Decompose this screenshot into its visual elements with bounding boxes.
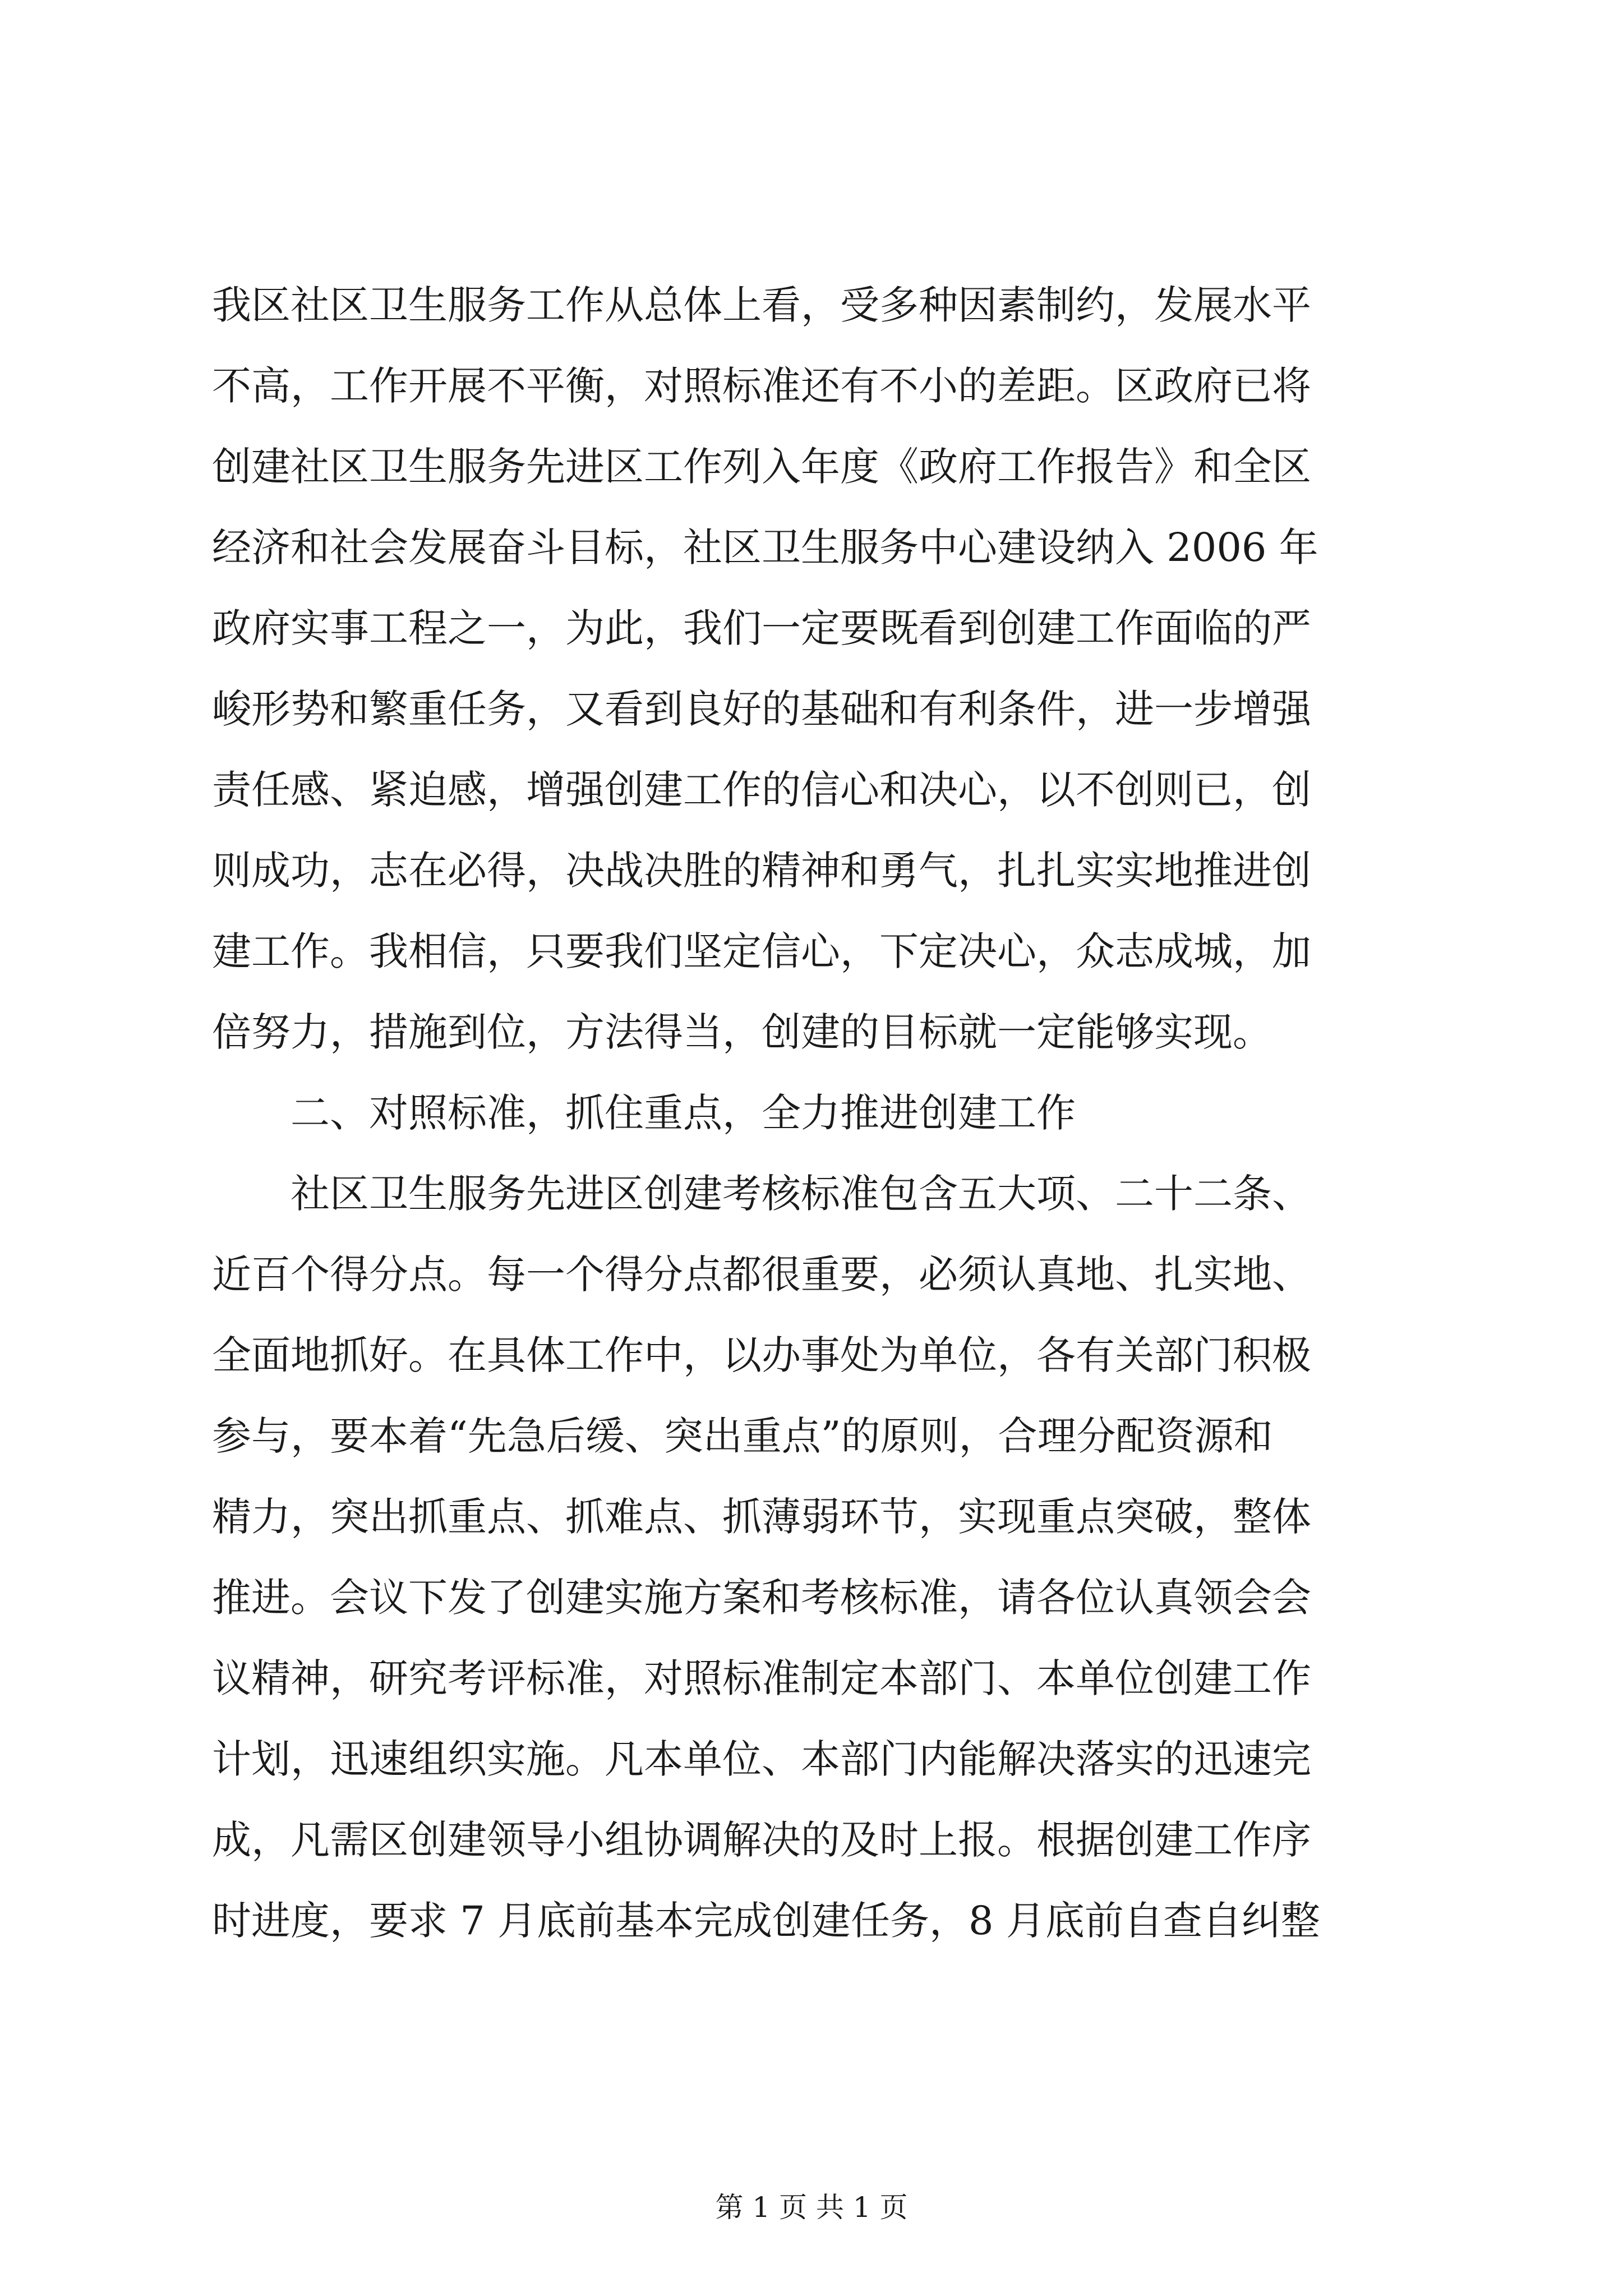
body-text [212,265,1423,1961]
text-line: 精力，突出抓重点、抓难点、抓薄弱环节，实现重点突破，整体 [212,1494,1311,1540]
text-line: 不高，工作开展不平衡，对照标准还有不小的差距。区政府已将 [212,363,1311,409]
text-line: 创建社区卫生服务先进区工作列入年度《政府工作报告》和全区 [212,444,1311,490]
text-line: 议精神，研究考评标准，对照标准制定本部门、本单位创建工作 [212,1655,1311,1701]
section-heading: 二、对照标准，抓住重点，全力推进创建工作 [291,1090,1076,1136]
text-line: 时进度，要求 7 月底前基本完成创建任务，8 月底前自查自纠整 [212,1898,1320,1944]
text-line: 社区卫生服务先进区创建考核标准包含五大项、二十二条、 [291,1171,1311,1217]
text-line: 全面地抓好。在具体工作中，以办事处为单位，各有关部门积极 [212,1332,1311,1378]
text-line: 倍努力，措施到位，方法得当，创建的目标就一定能够实现。 [212,1009,1272,1055]
text-line: 推进。会议下发了创建实施方案和考核标准，请各位认真领会会 [212,1575,1311,1621]
text-line: 我区社区卫生服务工作从总体上看，受多种因素制约，发展水平 [212,282,1311,328]
text-line: 参与，要本着“先急后缓、突出重点”的原则，合理分配资源和 [212,1413,1273,1459]
text-line: 则成功，志在必得，决战决胜的精神和勇气，扎扎实实地推进创 [212,848,1311,894]
text-line: 责任感、紧迫感，增强创建工作的信心和决心，以不创则已，创 [212,767,1311,813]
text-line: 计划，迅速组织实施。凡本单位、本部门内能解决落实的迅速完 [212,1736,1311,1782]
page-footer: 第 1 页 共 1 页 [715,2191,908,2224]
text-line: 成，凡需区创建领导小组协调解决的及时上报。根据创建工作序 [212,1817,1311,1863]
text-line: 政府实事工程之一，为此，我们一定要既看到创建工作面临的严 [212,605,1311,651]
text-line: 峻形势和繁重任务，又看到良好的基础和有利条件，进一步增强 [212,686,1311,732]
text-line: 近百个得分点。每一个得分点都很重要，必须认真地、扎实地、 [212,1251,1311,1297]
text-line: 经济和社会发展奋斗目标，社区卫生服务中心建设纳入 2006 年 [212,524,1318,570]
text-line: 建工作。我相信，只要我们坚定信心，下定决心，众志成城，加 [212,928,1311,974]
